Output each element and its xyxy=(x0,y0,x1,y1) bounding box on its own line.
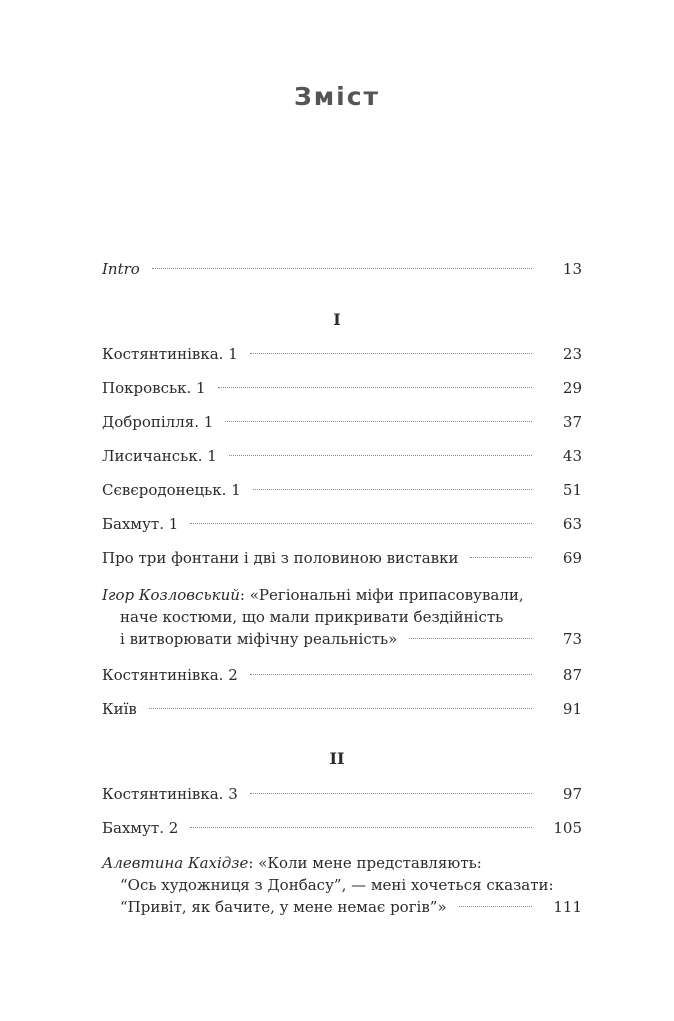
interview-line-3 xyxy=(102,628,582,650)
dot-leader xyxy=(218,386,532,388)
dot-leader xyxy=(459,905,532,907)
dot-leader xyxy=(229,454,532,456)
toc-entry-label: Костянтинівка. 3 xyxy=(102,785,238,803)
toc-entry-label: Бахмут. 2 xyxy=(102,819,179,837)
toc-entry-label: Intro xyxy=(102,260,140,278)
dot-leader xyxy=(250,673,532,675)
toc-page-number: 13 xyxy=(562,260,582,278)
toc-entry[interactable] xyxy=(102,817,582,839)
toc-entry[interactable] xyxy=(102,377,582,399)
toc-page-number: 63 xyxy=(562,515,582,533)
toc-page-number: 69 xyxy=(562,549,582,567)
interview-author: Алевтина Кахідзе xyxy=(102,854,249,872)
toc-entry-intro[interactable] xyxy=(102,258,582,280)
dot-leader xyxy=(470,556,532,558)
toc-entry[interactable] xyxy=(102,783,582,805)
toc-entry[interactable] xyxy=(102,411,582,433)
toc-entry-label: Бахмут. 1 xyxy=(102,515,179,533)
interview-line-1 xyxy=(102,852,582,874)
toc-entry[interactable] xyxy=(102,698,582,720)
interview-line-2: наче костюми, що мали прикривати бездійність xyxy=(120,608,504,626)
toc-entry[interactable] xyxy=(102,343,582,365)
toc-entry-label: Костянтинівка. 2 xyxy=(102,666,238,684)
toc-entry-label: Добропілля. 1 xyxy=(102,413,214,431)
dot-leader xyxy=(253,488,532,490)
toc-entry-label: Про три фонтани і дві з половиною виставки xyxy=(102,549,459,567)
toc-entry-interview[interactable] xyxy=(102,852,582,918)
toc-page-number: 97 xyxy=(562,785,582,803)
toc-entry[interactable] xyxy=(102,513,582,535)
interview-line-2: “Ось художниця з Донбасу”, — мені хочеться сказати: xyxy=(120,876,554,894)
interview-title-end: і витворювати міфічну реальність» xyxy=(120,630,398,648)
interview-title-end: “Привіт, як бачите, у мене немає рогів”» xyxy=(120,898,447,916)
toc-page-number: 23 xyxy=(562,345,582,363)
toc-entry[interactable] xyxy=(102,445,582,467)
toc-entry[interactable] xyxy=(102,479,582,501)
dot-leader xyxy=(409,637,532,639)
toc-entry-label: Лисичанськ. 1 xyxy=(102,447,217,465)
toc-page-number: 29 xyxy=(562,379,582,397)
toc-page-number: 37 xyxy=(562,413,582,431)
toc-page-number: 43 xyxy=(562,447,582,465)
interview-title-start: : «Коли мене представляють: xyxy=(248,854,482,872)
dot-leader xyxy=(250,352,532,354)
dot-leader xyxy=(225,420,532,422)
interview-line-1 xyxy=(102,584,582,606)
interview-line-3 xyxy=(102,896,582,918)
interview-author: Ігор Козловський xyxy=(102,586,240,604)
toc-page-number: 51 xyxy=(562,481,582,499)
toc-entry-label: Покровськ. 1 xyxy=(102,379,206,397)
section-numeral: II xyxy=(329,749,345,768)
dot-leader xyxy=(190,522,532,524)
interview-title-start: : «Регіональні міфи припасовували, xyxy=(239,586,524,604)
toc-entry[interactable] xyxy=(102,547,582,569)
toc-page-number: 105 xyxy=(553,819,582,837)
toc-page-number: 91 xyxy=(562,700,582,718)
toc-page-number: 111 xyxy=(553,898,582,916)
section-numeral: I xyxy=(333,310,341,329)
toc-entry-label: Київ xyxy=(102,700,137,718)
dot-leader xyxy=(152,267,532,269)
page-title: Зміст xyxy=(293,82,381,111)
toc-page-number: 73 xyxy=(562,630,582,648)
dot-leader xyxy=(190,826,532,828)
toc-entry-interview[interactable] xyxy=(102,584,582,650)
toc-entry[interactable] xyxy=(102,664,582,686)
toc-page-number: 87 xyxy=(562,666,582,684)
dot-leader xyxy=(250,792,532,794)
dot-leader xyxy=(149,707,532,709)
toc-entry-label: Костянтинівка. 1 xyxy=(102,345,238,363)
toc-entry-label: Сєвєродонецьк. 1 xyxy=(102,481,241,499)
